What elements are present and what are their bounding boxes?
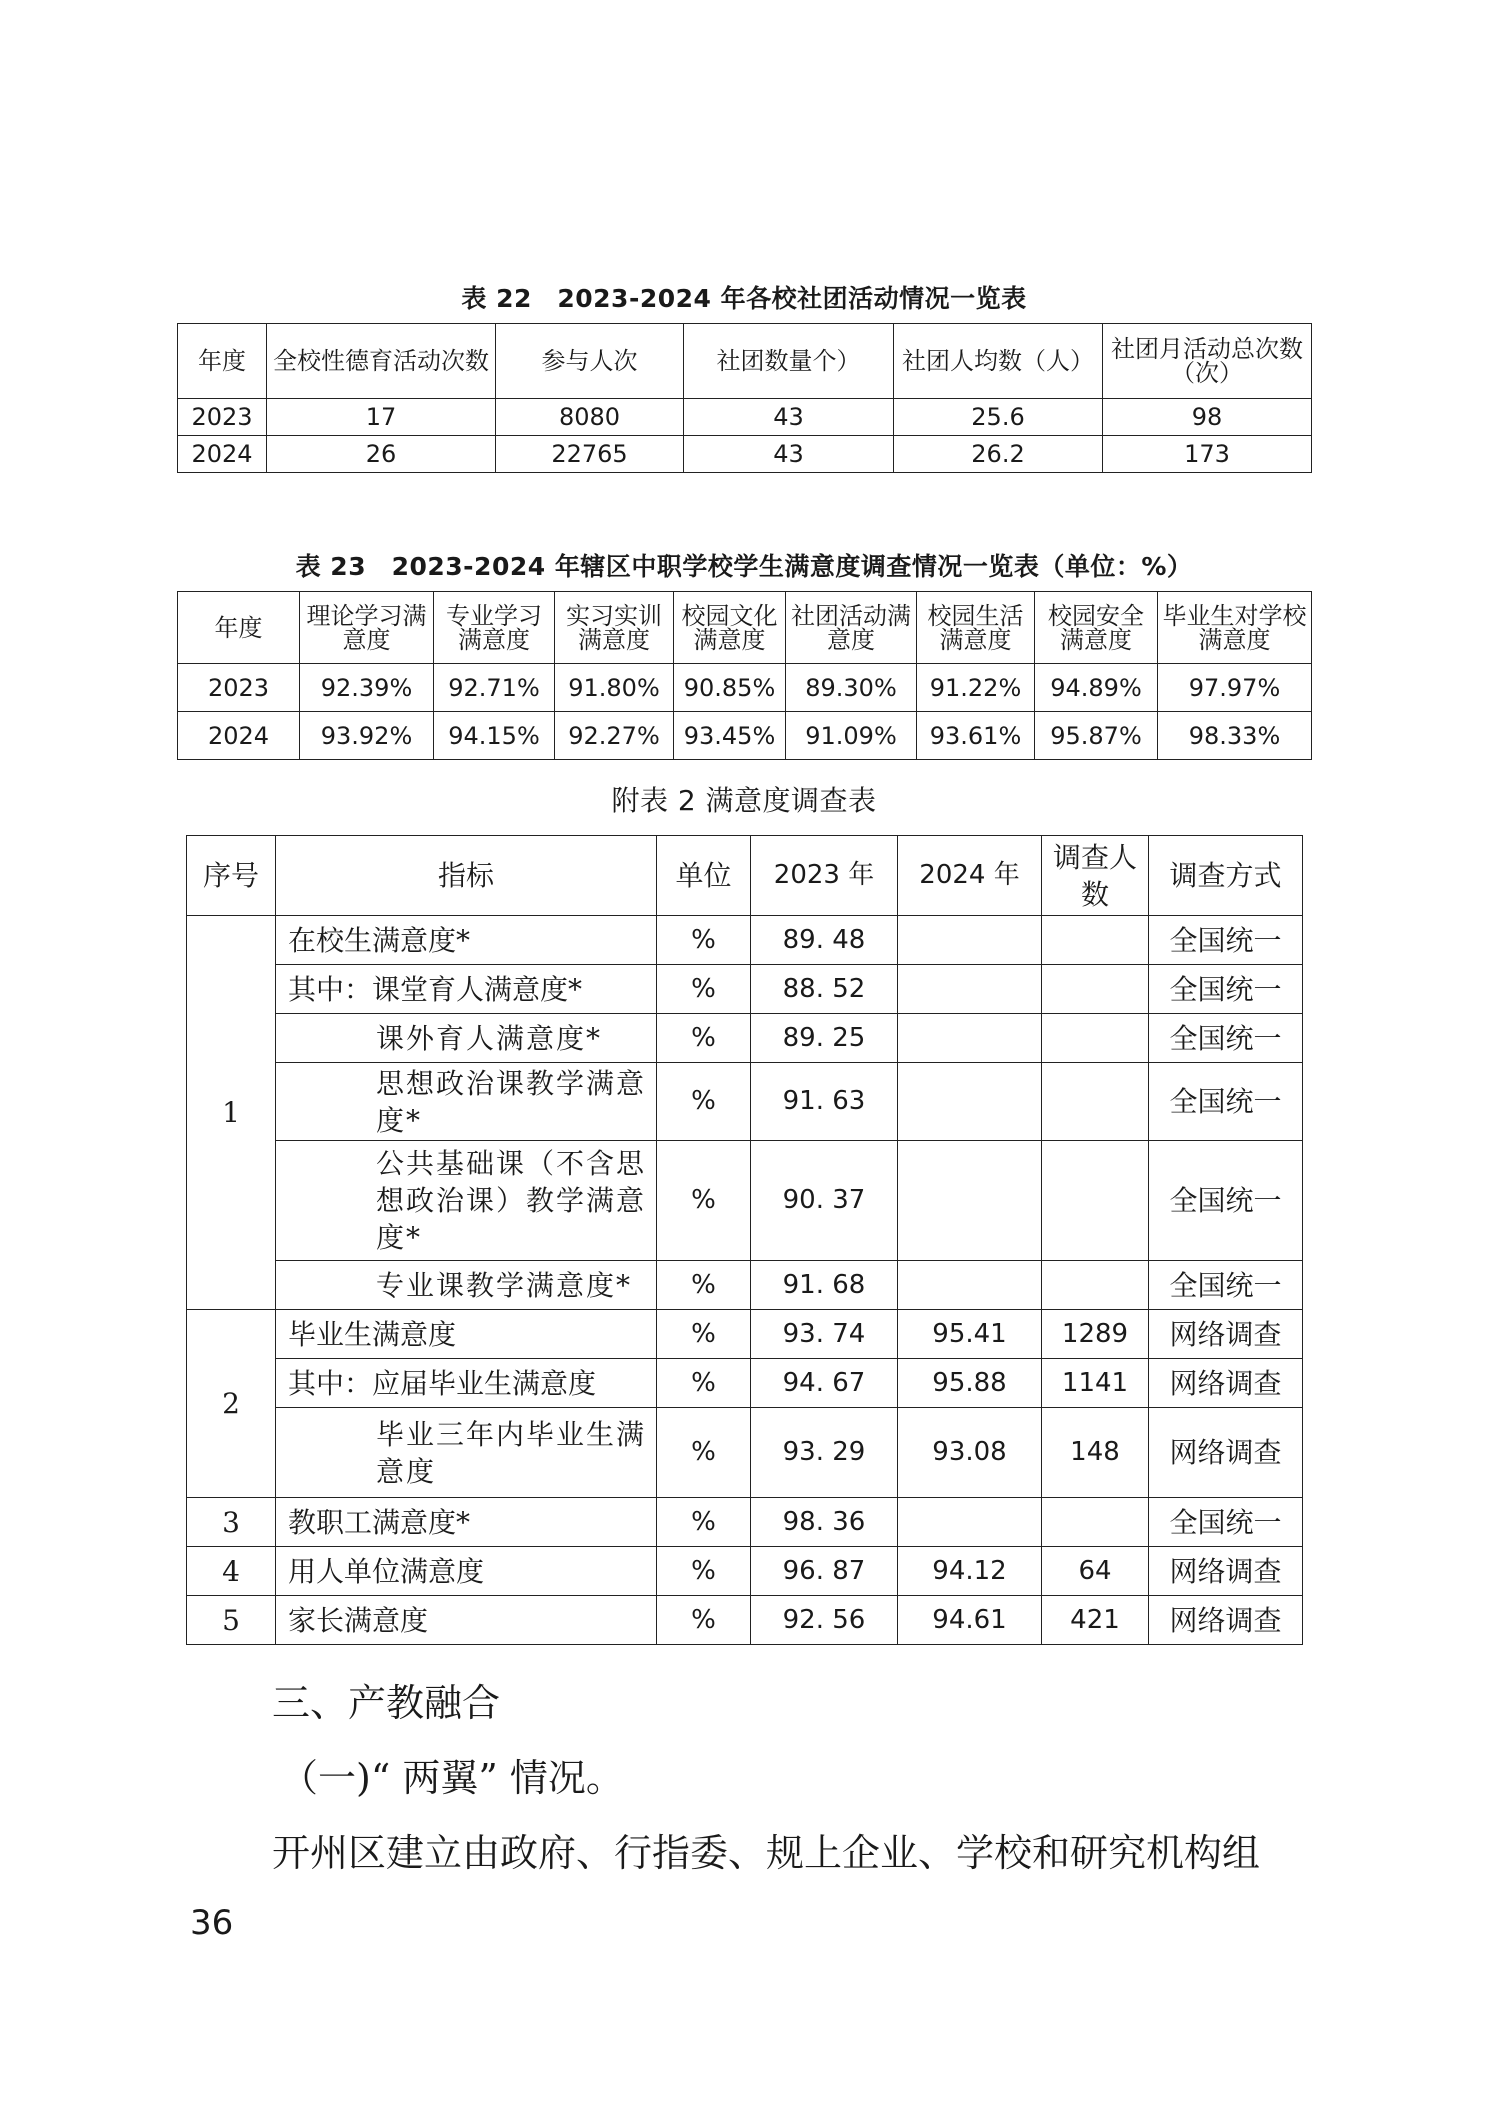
table22-cell: 22765 bbox=[496, 436, 684, 473]
unit-cell: % bbox=[657, 1408, 751, 1498]
table23-header-cell: 社团活动满意度 bbox=[786, 592, 917, 664]
table23-cell: 2024 bbox=[178, 712, 300, 760]
value-2024-cell bbox=[898, 1141, 1042, 1261]
group-number: 5 bbox=[187, 1596, 276, 1645]
value-2023-cell: 89. 48 bbox=[751, 916, 898, 965]
table22-header-cell: 社团数量个） bbox=[684, 324, 894, 399]
table22-header-row bbox=[178, 324, 1312, 399]
method-cell: 全国统一 bbox=[1149, 1498, 1303, 1547]
table-row bbox=[187, 1141, 1303, 1261]
table23-cell: 93.92% bbox=[300, 712, 434, 760]
table-row bbox=[187, 1014, 1303, 1063]
indicator-cell: 在校生满意度* bbox=[276, 916, 657, 965]
appendix2-header-row bbox=[187, 836, 1303, 916]
table-row bbox=[187, 1498, 1303, 1547]
value-2023-cell: 94. 67 bbox=[751, 1359, 898, 1408]
method-cell: 网络调查 bbox=[1149, 1408, 1303, 1498]
count-cell bbox=[1042, 965, 1149, 1014]
appendix2-header-cell: 单位 bbox=[657, 836, 751, 916]
table-row bbox=[178, 436, 1312, 473]
appendix2-header-cell: 调查方式 bbox=[1149, 836, 1303, 916]
count-cell bbox=[1042, 1063, 1149, 1141]
table22-cell: 43 bbox=[684, 399, 894, 436]
value-2024-cell bbox=[898, 916, 1042, 965]
method-cell: 全国统一 bbox=[1149, 1063, 1303, 1141]
page-number: 36 bbox=[190, 1903, 234, 1943]
table23-cell: 93.61% bbox=[917, 712, 1035, 760]
group-number: 4 bbox=[187, 1547, 276, 1596]
table22-cell: 98 bbox=[1103, 399, 1312, 436]
count-cell bbox=[1042, 1498, 1149, 1547]
table22-header-cell: 年度 bbox=[178, 324, 267, 399]
indicator-cell: 其中：课堂育人满意度* bbox=[276, 965, 657, 1014]
method-cell: 网络调查 bbox=[1149, 1310, 1303, 1359]
table22-cell: 26 bbox=[267, 436, 496, 473]
table-row bbox=[187, 1547, 1303, 1596]
unit-cell: % bbox=[657, 1141, 751, 1261]
table23-cell: 91.09% bbox=[786, 712, 917, 760]
section-heading: 三、产教融合 bbox=[272, 1681, 501, 1725]
table22-cell: 2024 bbox=[178, 436, 267, 473]
table23-cell: 94.89% bbox=[1035, 664, 1158, 712]
value-2024-cell bbox=[898, 1261, 1042, 1310]
table22-cell: 17 bbox=[267, 399, 496, 436]
unit-cell: % bbox=[657, 1498, 751, 1547]
table22-cell: 173 bbox=[1103, 436, 1312, 473]
count-cell bbox=[1042, 1261, 1149, 1310]
value-2024-cell: 94.61 bbox=[898, 1596, 1042, 1645]
table-row bbox=[187, 916, 1303, 965]
appendix2-header-cell: 调查人数 bbox=[1042, 836, 1149, 916]
table23-caption: 表 23 2023-2024 年辖区中职学校学生满意度调查情况一览表（单位：%） bbox=[295, 552, 1193, 581]
table23-cell: 92.39% bbox=[300, 664, 434, 712]
method-cell: 网络调查 bbox=[1149, 1596, 1303, 1645]
paragraph-text: 开州区建立由政府、行指委、规上企业、学校和研究机构组 bbox=[272, 1831, 1261, 1875]
method-cell: 网络调查 bbox=[1149, 1547, 1303, 1596]
table22-cell: 25.6 bbox=[894, 399, 1103, 436]
unit-cell: % bbox=[657, 1310, 751, 1359]
value-2024-cell bbox=[898, 1498, 1042, 1547]
table23-cell: 95.87% bbox=[1035, 712, 1158, 760]
unit-cell: % bbox=[657, 1261, 751, 1310]
table23-cell: 97.97% bbox=[1158, 664, 1312, 712]
subsection-heading: （一)“ 两翼” 情况。 bbox=[280, 1756, 624, 1800]
appendix2-caption: 附表 2 满意度调查表 bbox=[611, 784, 877, 817]
value-2024-cell: 95.88 bbox=[898, 1359, 1042, 1408]
value-2024-cell: 94.12 bbox=[898, 1547, 1042, 1596]
table22-header-cell: 全校性德育活动次数 bbox=[267, 324, 496, 399]
count-cell: 1289 bbox=[1042, 1310, 1149, 1359]
indicator-cell: 毕业三年内毕业生满意度 bbox=[276, 1408, 657, 1498]
table-row bbox=[187, 965, 1303, 1014]
table22-caption: 表 22 2023-2024 年各校社团活动情况一览表 bbox=[461, 284, 1027, 313]
count-cell: 1141 bbox=[1042, 1359, 1149, 1408]
table23-cell: 90.85% bbox=[674, 664, 786, 712]
value-2023-cell: 91. 68 bbox=[751, 1261, 898, 1310]
table-row bbox=[187, 1063, 1303, 1141]
table23 bbox=[177, 591, 1312, 760]
table22-header-cell: 社团月活动总次数（次） bbox=[1103, 324, 1312, 399]
method-cell: 网络调查 bbox=[1149, 1359, 1303, 1408]
table23-cell: 91.80% bbox=[555, 664, 674, 712]
table22-cell: 2023 bbox=[178, 399, 267, 436]
unit-cell: % bbox=[657, 1547, 751, 1596]
table23-header-cell: 校园安全满意度 bbox=[1035, 592, 1158, 664]
table22-cell: 26.2 bbox=[894, 436, 1103, 473]
table23-cell: 94.15% bbox=[434, 712, 555, 760]
unit-cell: % bbox=[657, 1063, 751, 1141]
indicator-cell: 其中：应届毕业生满意度 bbox=[276, 1359, 657, 1408]
method-cell: 全国统一 bbox=[1149, 1261, 1303, 1310]
unit-cell: % bbox=[657, 1014, 751, 1063]
group-number: 1 bbox=[187, 916, 276, 1310]
value-2023-cell: 93. 29 bbox=[751, 1408, 898, 1498]
unit-cell: % bbox=[657, 1359, 751, 1408]
method-cell: 全国统一 bbox=[1149, 1141, 1303, 1261]
table22-cell: 8080 bbox=[496, 399, 684, 436]
table23-cell: 93.45% bbox=[674, 712, 786, 760]
appendix2-header-cell: 2023 年 bbox=[751, 836, 898, 916]
unit-cell: % bbox=[657, 916, 751, 965]
table23-cell: 2023 bbox=[178, 664, 300, 712]
indicator-cell: 专业课教学满意度* bbox=[276, 1261, 657, 1310]
unit-cell: % bbox=[657, 965, 751, 1014]
table-row bbox=[187, 1596, 1303, 1645]
table23-cell: 92.71% bbox=[434, 664, 555, 712]
table23-header-cell: 理论学习满意度 bbox=[300, 592, 434, 664]
value-2024-cell bbox=[898, 1014, 1042, 1063]
table23-header-cell: 毕业生对学校满意度 bbox=[1158, 592, 1312, 664]
table23-header-cell: 校园文化满意度 bbox=[674, 592, 786, 664]
indicator-cell: 用人单位满意度 bbox=[276, 1547, 657, 1596]
value-2023-cell: 91. 63 bbox=[751, 1063, 898, 1141]
count-cell: 64 bbox=[1042, 1547, 1149, 1596]
count-cell bbox=[1042, 916, 1149, 965]
table23-cell: 92.27% bbox=[555, 712, 674, 760]
table23-cell: 98.33% bbox=[1158, 712, 1312, 760]
value-2024-cell bbox=[898, 965, 1042, 1014]
table23-cell: 89.30% bbox=[786, 664, 917, 712]
value-2023-cell: 90. 37 bbox=[751, 1141, 898, 1261]
table22-header-cell: 社团人均数（人） bbox=[894, 324, 1103, 399]
table-row bbox=[178, 712, 1312, 760]
table23-cell: 91.22% bbox=[917, 664, 1035, 712]
group-number: 3 bbox=[187, 1498, 276, 1547]
table23-header-row bbox=[178, 592, 1312, 664]
table23-header-cell: 专业学习满意度 bbox=[434, 592, 555, 664]
table23-header-cell: 年度 bbox=[178, 592, 300, 664]
unit-cell: % bbox=[657, 1596, 751, 1645]
appendix2-header-cell: 指标 bbox=[276, 836, 657, 916]
value-2023-cell: 93. 74 bbox=[751, 1310, 898, 1359]
value-2023-cell: 88. 52 bbox=[751, 965, 898, 1014]
appendix2-header-cell: 2024 年 bbox=[898, 836, 1042, 916]
table-row bbox=[187, 1359, 1303, 1408]
indicator-cell: 教职工满意度* bbox=[276, 1498, 657, 1547]
count-cell bbox=[1042, 1141, 1149, 1261]
table-row bbox=[178, 664, 1312, 712]
method-cell: 全国统一 bbox=[1149, 965, 1303, 1014]
value-2023-cell: 98. 36 bbox=[751, 1498, 898, 1547]
table-row bbox=[187, 1310, 1303, 1359]
value-2023-cell: 96. 87 bbox=[751, 1547, 898, 1596]
value-2023-cell: 89. 25 bbox=[751, 1014, 898, 1063]
table-row bbox=[178, 399, 1312, 436]
table23-header-cell: 校园生活满意度 bbox=[917, 592, 1035, 664]
indicator-cell: 课外育人满意度* bbox=[276, 1014, 657, 1063]
table22-header-cell: 参与人次 bbox=[496, 324, 684, 399]
value-2024-cell: 95.41 bbox=[898, 1310, 1042, 1359]
indicator-cell: 公共基础课（不含思想政治课）教学满意度* bbox=[276, 1141, 657, 1261]
value-2024-cell: 93.08 bbox=[898, 1408, 1042, 1498]
method-cell: 全国统一 bbox=[1149, 916, 1303, 965]
appendix2-header-cell: 序号 bbox=[187, 836, 276, 916]
table-row bbox=[187, 1408, 1303, 1498]
count-cell: 148 bbox=[1042, 1408, 1149, 1498]
table23-header-cell: 实习实训满意度 bbox=[555, 592, 674, 664]
table22 bbox=[177, 323, 1312, 473]
table-row bbox=[187, 1261, 1303, 1310]
count-cell bbox=[1042, 1014, 1149, 1063]
value-2024-cell bbox=[898, 1063, 1042, 1141]
indicator-cell: 毕业生满意度 bbox=[276, 1310, 657, 1359]
indicator-cell: 思想政治课教学满意度* bbox=[276, 1063, 657, 1141]
group-number: 2 bbox=[187, 1310, 276, 1498]
method-cell: 全国统一 bbox=[1149, 1014, 1303, 1063]
appendix2-table bbox=[186, 835, 1303, 1645]
value-2023-cell: 92. 56 bbox=[751, 1596, 898, 1645]
table22-cell: 43 bbox=[684, 436, 894, 473]
indicator-cell: 家长满意度 bbox=[276, 1596, 657, 1645]
count-cell: 421 bbox=[1042, 1596, 1149, 1645]
